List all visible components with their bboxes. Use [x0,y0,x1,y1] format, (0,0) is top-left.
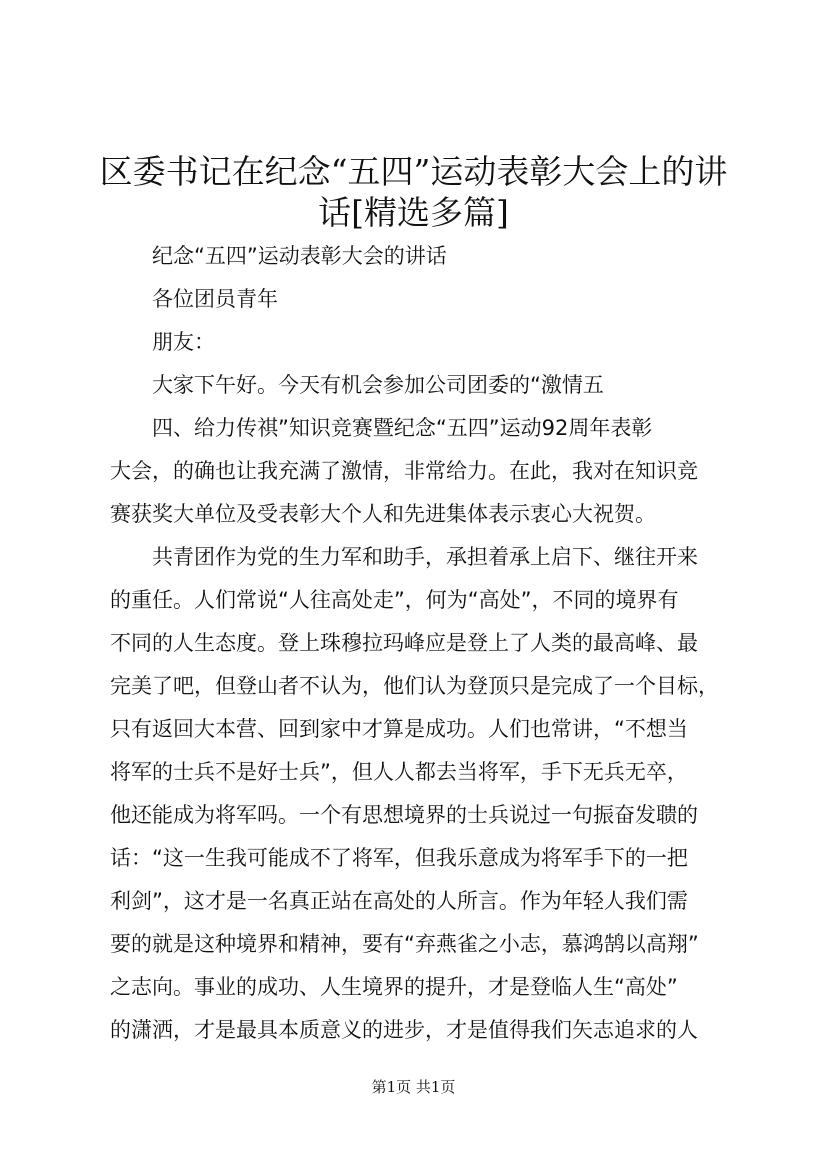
body-line: 要的就是这种境界和精神，要有“弃燕雀之小志，慕鸿鹄以高翔” [110,932,699,956]
body-line: 利剑”，这才是一名真正站在高处的人所言。作为年轻人我们需 [110,889,688,913]
body-line: 各位团员青年 [152,287,278,311]
body-line: 只有返回大本营、回到家中才算是成功。人们也常讲，“不想当 [110,717,688,741]
page-footer: 第1页 共1页 [371,1078,456,1096]
body-line: 完美了吧，但登山者不认为，他们认为登顶只是完成了一个目标， [110,674,719,698]
body-line: 不同的人生态度。登上珠穆拉玛峰应是登上了人类的最高峰、最 [110,631,698,655]
body-line: 纪念“五四”运动表彰大会的讲话 [152,244,447,268]
body-line: 大会，的确也让我充满了激情，非常给力。在此，我对在知识竞 [110,459,698,483]
body-line: 四、给力传祺”知识竞赛暨纪念“五四”运动92周年表彰 [152,416,653,440]
body-line: 他还能成为将军吗。一个有思想境界的士兵说过一句振奋发聩的 [110,803,698,827]
document-title-line-2: 话[精选多篇] [318,193,509,232]
body-line: 之志向。事业的成功、人生境界的提升，才是登临人生“高处” [110,975,678,999]
body-line: 赛获奖大单位及受表彰大个人和先进集体表示衷心大祝贺。 [110,502,656,526]
body-line: 将军的士兵不是好士兵”，但人人都去当将军，手下无兵无卒， [110,760,688,784]
body-line: 朋友： [152,330,215,354]
body-line: 大家下午好。今天有机会参加公司团委的“激情五 [152,373,604,397]
body-line: 的潇洒，才是最具本质意义的进步，才是值得我们矢志追求的人 [110,1018,698,1042]
body-line: 的重任。人们常说“人往高处走”，何为“高处”，不同的境界有 [110,588,679,612]
body-line: 共青团作为党的生力军和助手，承担着承上启下、继往开来 [152,545,698,569]
body-line: 话：“这一生我可能成不了将军，但我乐意成为将军手下的一把 [110,846,688,870]
document-title-line-1: 区委书记在纪念“五四”运动表彰大会上的讲 [99,152,728,191]
